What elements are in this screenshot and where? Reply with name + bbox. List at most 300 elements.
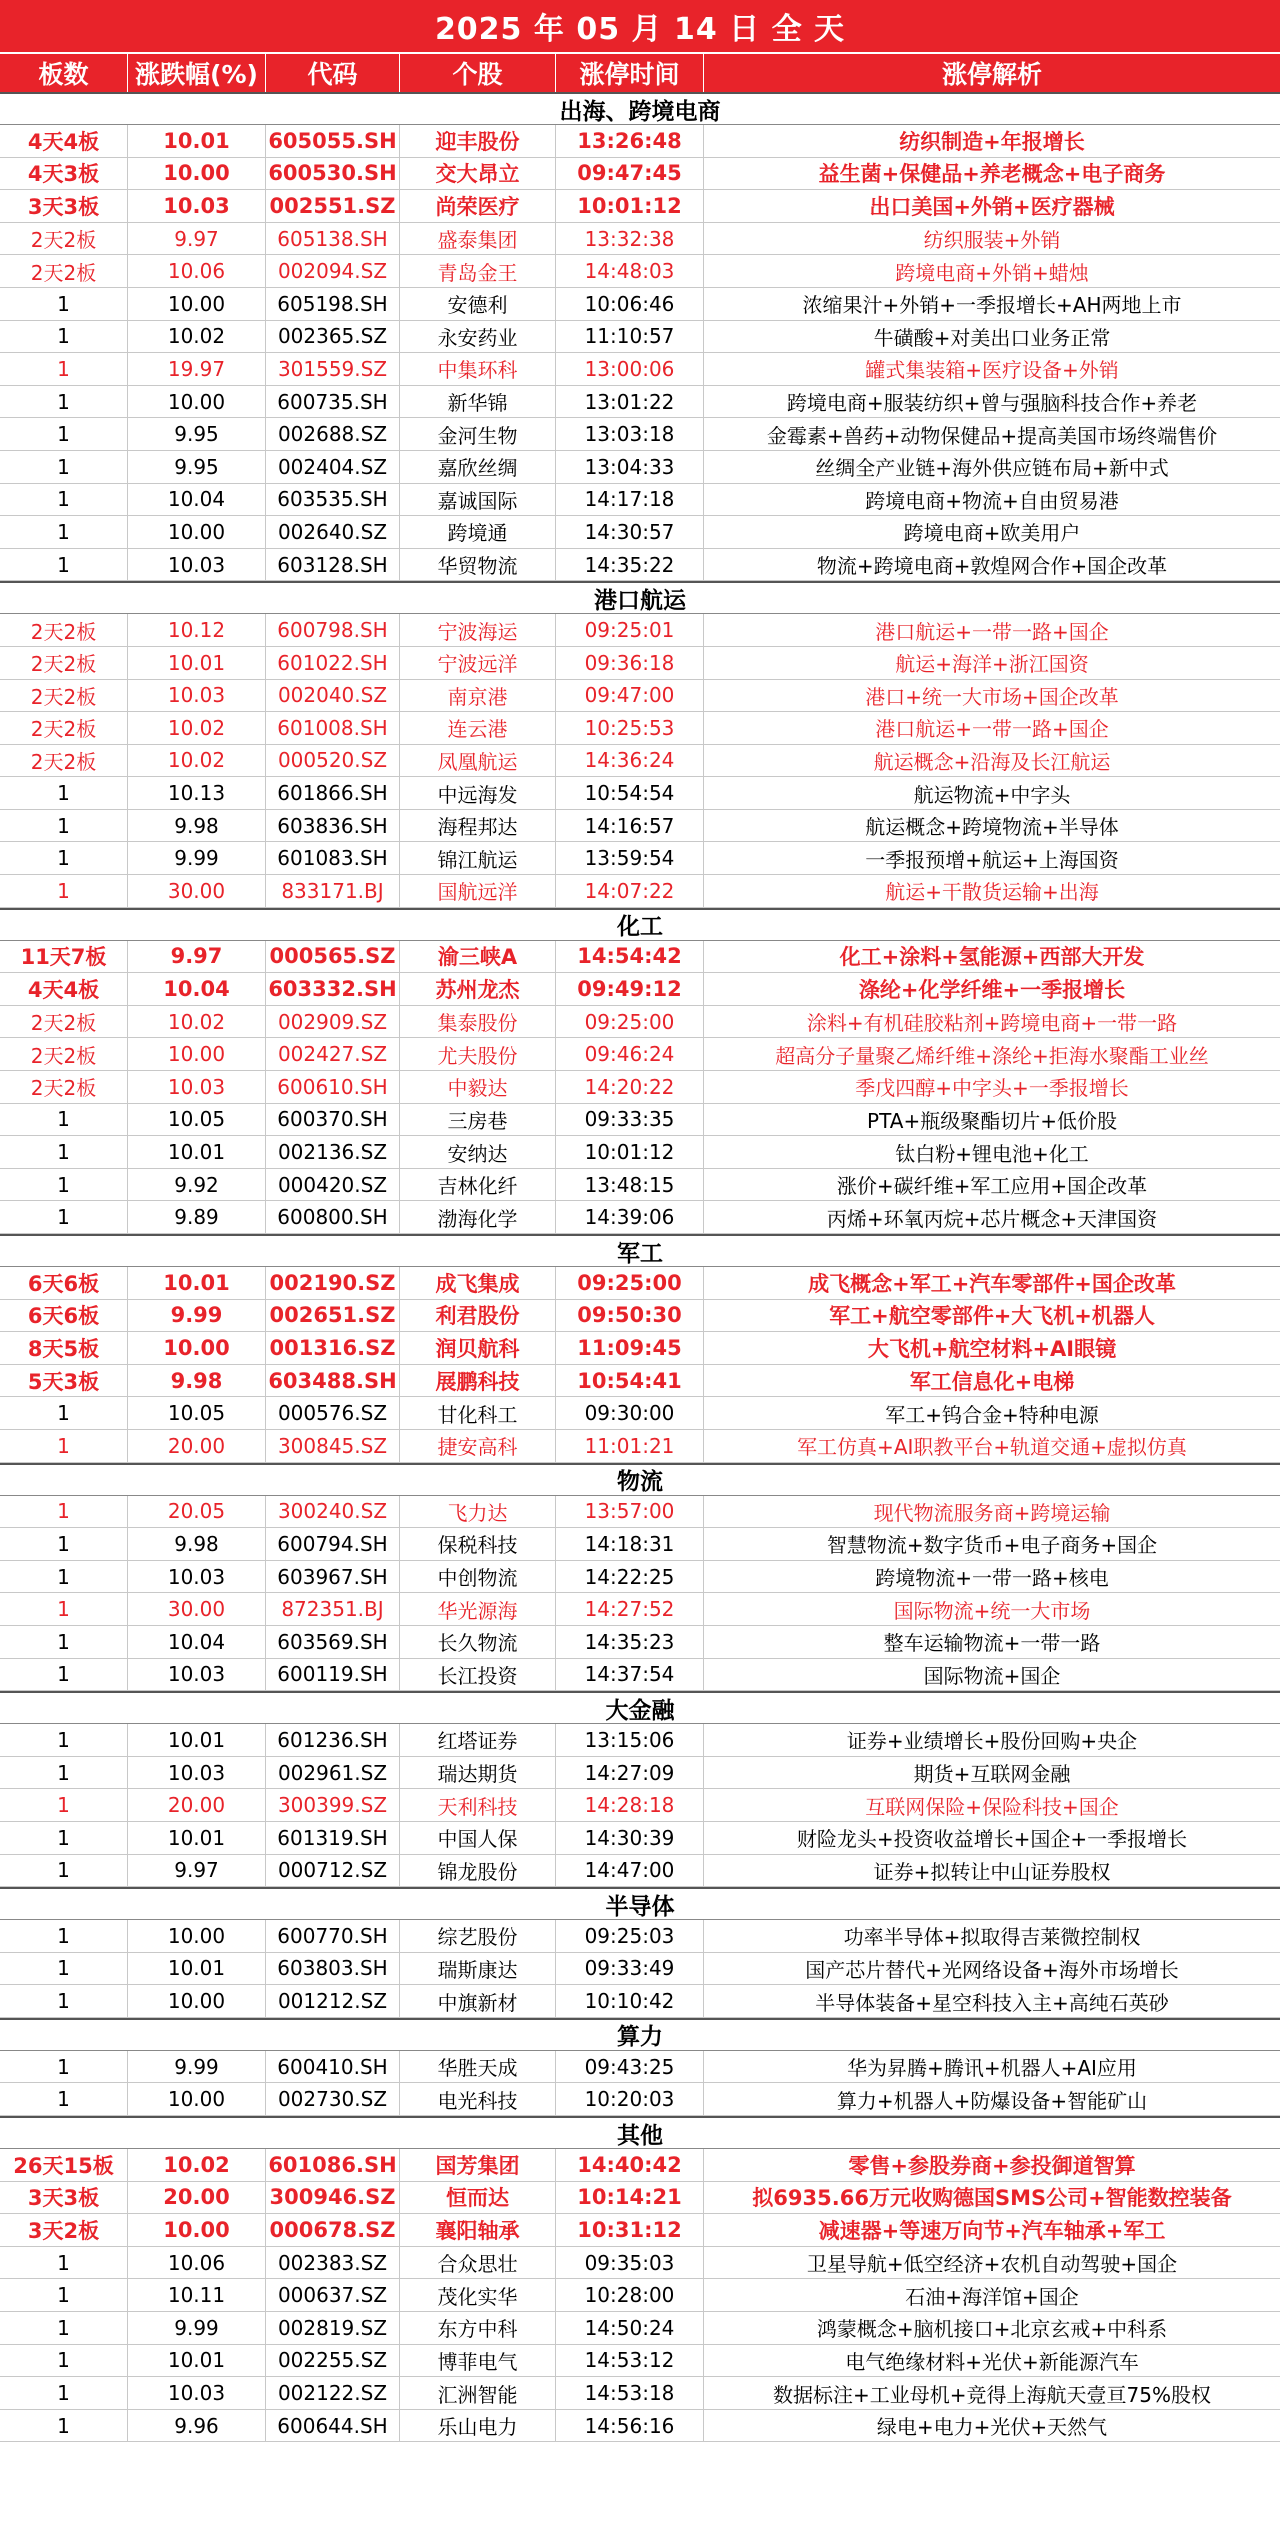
stock-code-cell: 600530.SH	[266, 158, 400, 190]
stock-name-cell: 保税科技	[400, 1528, 556, 1560]
table-row	[0, 386, 1280, 419]
board-count-cell: 1	[0, 451, 128, 483]
stock-code-cell: 000678.SZ	[266, 2214, 400, 2246]
table-row	[0, 2083, 1280, 2116]
stock-code-cell: 833171.BJ	[266, 875, 400, 907]
table-row	[0, 125, 1280, 158]
analysis-cell: 期货+互联网金融	[913, 1762, 1071, 1787]
change-pct-cell: 9.99	[128, 2312, 266, 2344]
table-row	[0, 745, 1280, 778]
stock-name-cell: 展鹏科技	[400, 1365, 556, 1397]
limit-time-cell: 09:47:00	[556, 680, 704, 712]
table-row	[0, 288, 1280, 321]
stock-code-cell: 601866.SH	[266, 777, 400, 809]
table-row	[0, 1822, 1280, 1855]
table-row	[0, 875, 1280, 908]
analysis-cell: 港口航运+一带一路+国企	[875, 619, 1109, 644]
stock-code-cell: 002365.SZ	[266, 321, 400, 353]
analysis-cell: 半导体装备+星空科技入主+高纯石英砂	[815, 1990, 1169, 2015]
limit-time-cell: 14:54:42	[556, 941, 704, 973]
analysis-cell: 化工+涂料+氢能源+西部大开发	[839, 945, 1145, 970]
limit-time-cell: 14:30:39	[556, 1822, 704, 1854]
stock-name-cell: 锦江航运	[400, 842, 556, 874]
limit-time-cell: 10:25:53	[556, 712, 704, 744]
limit-time-cell: 14:48:03	[556, 255, 704, 287]
change-pct-cell: 10.01	[128, 1136, 266, 1168]
stock-code-cell: 600770.SH	[266, 1920, 400, 1952]
col-header-analysis: 涨停解析	[941, 60, 1042, 89]
limit-time-cell: 13:48:15	[556, 1169, 704, 1201]
stock-code-cell: 002640.SZ	[266, 516, 400, 548]
change-pct-cell: 10.01	[128, 1953, 266, 1985]
analysis-cell: 国际物流+国企	[923, 1663, 1061, 1688]
analysis-cell: 电气绝缘材料+光伏+新能源汽车	[845, 2349, 1139, 2374]
board-count-cell: 1	[0, 1985, 128, 2017]
stock-name-cell: 博菲电气	[400, 2345, 556, 2377]
table-row	[0, 973, 1280, 1006]
board-count-cell: 1	[0, 353, 128, 385]
limit-time-cell: 10:14:21	[556, 2182, 704, 2214]
stock-code-cell: 002136.SZ	[266, 1136, 400, 1168]
board-count-cell: 1	[0, 875, 128, 907]
limit-time-cell: 14:27:52	[556, 1593, 704, 1625]
change-pct-cell: 10.00	[128, 1920, 266, 1952]
stock-code-cell: 603332.SH	[266, 973, 400, 1005]
stock-name-cell: 尚荣医疗	[400, 190, 556, 222]
limit-time-cell: 14:35:23	[556, 1626, 704, 1658]
stock-name-cell: 渝三峡A	[400, 941, 556, 973]
analysis-cell: 军工仿真+AI职教平台+轨道交通+虚拟仿真	[797, 1435, 1187, 1460]
limit-time-cell: 14:35:22	[556, 549, 704, 581]
stock-code-cell: 601086.SH	[266, 2149, 400, 2181]
change-pct-cell: 10.01	[128, 2345, 266, 2377]
analysis-cell: 智慧物流+数字货币+电子商务+国企	[826, 1533, 1158, 1558]
change-pct-cell: 10.04	[128, 484, 266, 516]
col-header-code: 代码	[266, 54, 400, 92]
limit-time-cell: 09:25:01	[556, 614, 704, 646]
board-count-cell: 11天7板	[0, 941, 128, 973]
analysis-cell: 互联网保险+保险科技+国企	[865, 1794, 1119, 1819]
change-pct-cell: 10.00	[128, 288, 266, 320]
analysis-cell: 零售+参股券商+参投御道智算	[848, 2153, 1136, 2178]
stock-code-cell: 603967.SH	[266, 1561, 400, 1593]
board-count-cell: 1	[0, 484, 128, 516]
change-pct-cell: 10.00	[128, 2083, 266, 2115]
change-pct-cell: 10.06	[128, 2247, 266, 2279]
stock-name-cell: 合众思壮	[400, 2247, 556, 2279]
board-count-cell: 1	[0, 842, 128, 874]
board-count-cell: 1	[0, 2312, 128, 2344]
stock-code-cell: 600800.SH	[266, 1201, 400, 1233]
stock-code-cell: 301559.SZ	[266, 353, 400, 385]
limit-time-cell: 10:31:12	[556, 2214, 704, 2246]
change-pct-cell: 10.04	[128, 973, 266, 1005]
stock-code-cell: 300845.SZ	[266, 1430, 400, 1462]
stock-code-cell: 002961.SZ	[266, 1757, 400, 1789]
stock-code-cell: 002819.SZ	[266, 2312, 400, 2344]
change-pct-cell: 10.01	[128, 1822, 266, 1854]
board-count-cell: 1	[0, 1855, 128, 1887]
stock-code-cell: 600644.SH	[266, 2410, 400, 2442]
limit-time-cell: 09:49:12	[556, 973, 704, 1005]
stock-name-cell: 综艺股份	[400, 1920, 556, 1952]
board-count-cell: 2天2板	[0, 223, 128, 255]
limit-time-cell: 09:46:24	[556, 1038, 704, 1070]
analysis-cell: 金霉素+兽药+动物保健品+提高美国市场终端售价	[766, 423, 1218, 448]
board-count-cell: 1	[0, 2345, 128, 2377]
limit-time-cell: 14:16:57	[556, 810, 704, 842]
change-pct-cell: 9.96	[128, 2410, 266, 2442]
analysis-cell: 军工+钨合金+特种电源	[885, 1402, 1099, 1427]
analysis-cell: 牛磺酸+对美出口业务正常	[873, 325, 1111, 350]
board-count-cell: 1	[0, 1626, 128, 1658]
stock-code-cell: 002551.SZ	[266, 190, 400, 222]
analysis-cell: 减速器+等速万向节+汽车轴承+军工	[818, 2219, 1166, 2244]
table-row	[0, 1920, 1280, 1953]
board-count-cell: 1	[0, 1528, 128, 1560]
analysis-cell: 季戊四醇+中字头+一季报增长	[855, 1076, 1129, 1101]
board-count-cell: 1	[0, 777, 128, 809]
board-count-cell: 2天2板	[0, 680, 128, 712]
board-count-cell: 1	[0, 386, 128, 418]
change-pct-cell: 10.03	[128, 2377, 266, 2409]
stock-code-cell: 605198.SH	[266, 288, 400, 320]
table-row	[0, 158, 1280, 191]
change-pct-cell: 10.01	[128, 1724, 266, 1756]
stock-name-cell: 成飞集成	[400, 1267, 556, 1299]
stock-code-cell: 002651.SZ	[266, 1300, 400, 1332]
stock-code-cell: 600410.SH	[266, 2051, 400, 2083]
change-pct-cell: 10.13	[128, 777, 266, 809]
board-count-cell: 4天3板	[0, 158, 128, 190]
col-header-boards: 板数	[0, 54, 128, 92]
limit-time-cell: 13:01:22	[556, 386, 704, 418]
change-pct-cell: 9.89	[128, 1201, 266, 1233]
table-row	[0, 1397, 1280, 1430]
limit-time-cell: 09:25:00	[556, 1006, 704, 1038]
analysis-cell: 财险龙头+投资收益增长+国企+一季报增长	[796, 1827, 1188, 1852]
stock-code-cell: 601083.SH	[266, 842, 400, 874]
board-count-cell: 3天3板	[0, 2182, 128, 2214]
change-pct-cell: 10.02	[128, 712, 266, 744]
limit-time-cell: 09:33:49	[556, 1953, 704, 1985]
table-row	[0, 1757, 1280, 1790]
analysis-cell: 纺织服装+外销	[923, 228, 1061, 253]
col-header-stock: 个股	[400, 54, 556, 92]
change-pct-cell: 10.03	[128, 1757, 266, 1789]
analysis-cell: 钛白粉+锂电池+化工	[895, 1141, 1089, 1166]
board-count-cell: 1	[0, 2247, 128, 2279]
stock-code-cell: 300240.SZ	[266, 1496, 400, 1528]
board-count-cell: 1	[0, 1953, 128, 1985]
change-pct-cell: 10.02	[128, 321, 266, 353]
table-row	[0, 712, 1280, 745]
limit-time-cell: 13:59:54	[556, 842, 704, 874]
stock-name-cell: 东方中科	[400, 2312, 556, 2344]
section-header: 半导体	[0, 1887, 1280, 1920]
board-count-cell: 2天2板	[0, 1006, 128, 1038]
board-count-cell: 2天2板	[0, 255, 128, 287]
board-count-cell: 6天6板	[0, 1267, 128, 1299]
table-row	[0, 1267, 1280, 1300]
analysis-cell: 算力+机器人+防爆设备+智能矿山	[836, 2088, 1148, 2113]
table-row	[0, 1169, 1280, 1202]
stock-code-cell: 002190.SZ	[266, 1267, 400, 1299]
analysis-cell: 港口航运+一带一路+国企	[875, 717, 1109, 742]
change-pct-cell: 10.03	[128, 1071, 266, 1103]
limit-time-cell: 10:54:41	[556, 1365, 704, 1397]
limit-time-cell: 10:10:42	[556, 1985, 704, 2017]
stock-name-cell: 茂化实华	[400, 2279, 556, 2311]
analysis-cell: 军工+航空零部件+大飞机+机器人	[829, 1304, 1155, 1329]
stock-name-cell: 中旗新材	[400, 1985, 556, 2017]
limit-time-cell: 14:30:57	[556, 516, 704, 548]
stock-name-cell: 永安药业	[400, 321, 556, 353]
limit-time-cell: 09:33:35	[556, 1104, 704, 1136]
table-row	[0, 353, 1280, 386]
limit-time-cell: 14:36:24	[556, 745, 704, 777]
change-pct-cell: 9.98	[128, 1528, 266, 1560]
change-pct-cell: 10.00	[128, 386, 266, 418]
stock-name-cell: 瑞达期货	[400, 1757, 556, 1789]
board-count-cell: 6天6板	[0, 1300, 128, 1332]
table-row	[0, 2051, 1280, 2084]
stock-name-cell: 渤海化学	[400, 1201, 556, 1233]
change-pct-cell: 10.03	[128, 549, 266, 581]
table-row	[0, 1724, 1280, 1757]
change-pct-cell: 10.04	[128, 1626, 266, 1658]
stock-code-cell: 603128.SH	[266, 549, 400, 581]
limit-time-cell: 14:47:00	[556, 1855, 704, 1887]
limit-time-cell: 10:01:12	[556, 190, 704, 222]
stock-code-cell: 002909.SZ	[266, 1006, 400, 1038]
limit-time-cell: 11:01:21	[556, 1430, 704, 1462]
change-pct-cell: 10.05	[128, 1397, 266, 1429]
stock-name-cell: 中集环科	[400, 353, 556, 385]
board-count-cell: 4天4板	[0, 973, 128, 1005]
stock-name-cell: 苏州龙杰	[400, 973, 556, 1005]
stock-name-cell: 盛泰集团	[400, 223, 556, 255]
stock-name-cell: 华光源海	[400, 1593, 556, 1625]
stock-name-cell: 宁波海运	[400, 614, 556, 646]
stock-name-cell: 乐山电力	[400, 2410, 556, 2442]
analysis-cell: 航运概念+跨境物流+半导体	[865, 815, 1119, 840]
limit-time-cell: 09:47:45	[556, 158, 704, 190]
analysis-cell: 证券+拟转让中山证券股权	[873, 1859, 1111, 1884]
limit-time-cell: 09:35:03	[556, 2247, 704, 2279]
board-count-cell: 2天2板	[0, 614, 128, 646]
analysis-cell: 鸿蒙概念+脑机接口+北京玄戒+中科系	[816, 2317, 1168, 2342]
analysis-cell: 跨境电商+物流+自由贸易港	[865, 488, 1119, 513]
limit-time-cell: 11:09:45	[556, 1332, 704, 1364]
analysis-cell: 航运物流+中字头	[913, 782, 1071, 807]
board-count-cell: 4天4板	[0, 125, 128, 157]
stock-code-cell: 002404.SZ	[266, 451, 400, 483]
analysis-cell: 整车运输物流+一带一路	[883, 1631, 1101, 1656]
table-row	[0, 190, 1280, 223]
table-row	[0, 1985, 1280, 2018]
limit-time-cell: 09:25:00	[556, 1267, 704, 1299]
limit-time-cell: 14:28:18	[556, 1789, 704, 1821]
table-row	[0, 1528, 1280, 1561]
stock-name-cell: 跨境通	[400, 516, 556, 548]
stock-code-cell: 603535.SH	[266, 484, 400, 516]
board-count-cell: 26天15板	[0, 2149, 128, 2181]
analysis-cell: 卫星导航+低空经济+农机自动驾驶+国企	[806, 2252, 1178, 2277]
analysis-cell: 跨境电商+服装纺织+曾与强脑科技合作+养老	[786, 391, 1198, 416]
table-row	[0, 1136, 1280, 1169]
board-count-cell: 1	[0, 1169, 128, 1201]
change-pct-cell: 10.03	[128, 1659, 266, 1691]
col-header-change: 涨跌幅(%)	[128, 54, 266, 92]
stock-code-cell: 001212.SZ	[266, 1985, 400, 2017]
board-count-cell: 1	[0, 1920, 128, 1952]
board-count-cell: 1	[0, 1757, 128, 1789]
limit-time-cell: 13:57:00	[556, 1496, 704, 1528]
change-pct-cell: 10.00	[128, 516, 266, 548]
change-pct-cell: 10.00	[128, 1038, 266, 1070]
change-pct-cell: 10.03	[128, 680, 266, 712]
table-row	[0, 1038, 1280, 1071]
stock-code-cell: 600119.SH	[266, 1659, 400, 1691]
col-header-time: 涨停时间	[556, 54, 704, 92]
table-row	[0, 1855, 1280, 1888]
table-row	[0, 1006, 1280, 1039]
stock-code-cell: 600735.SH	[266, 386, 400, 418]
table-row	[0, 1300, 1280, 1333]
change-pct-cell: 30.00	[128, 1593, 266, 1625]
board-count-cell: 1	[0, 1104, 128, 1136]
analysis-cell: 浓缩果汁+外销+一季报增长+AH两地上市	[802, 293, 1182, 318]
stock-code-cell: 000420.SZ	[266, 1169, 400, 1201]
stock-code-cell: 000520.SZ	[266, 745, 400, 777]
limit-time-cell: 13:26:48	[556, 125, 704, 157]
analysis-cell: 成飞概念+军工+汽车零部件+国企改革	[808, 1271, 1176, 1296]
limit-time-cell: 14:27:09	[556, 1757, 704, 1789]
change-pct-cell: 9.95	[128, 451, 266, 483]
stock-name-cell: 利君股份	[400, 1300, 556, 1332]
limit-time-cell: 10:06:46	[556, 288, 704, 320]
table-row	[0, 810, 1280, 843]
table-row	[0, 1561, 1280, 1594]
analysis-cell: 跨境物流+一带一路+核电	[875, 1566, 1109, 1591]
analysis-cell: 华为昇腾+腾讯+机器人+AI应用	[847, 2056, 1137, 2081]
stock-name-cell: 长江投资	[400, 1659, 556, 1691]
table-row	[0, 255, 1280, 288]
stock-name-cell: 长久物流	[400, 1626, 556, 1658]
stock-code-cell: 002094.SZ	[266, 255, 400, 287]
limit-time-cell: 14:56:16	[556, 2410, 704, 2442]
stock-name-cell: 天利科技	[400, 1789, 556, 1821]
table-row	[0, 1365, 1280, 1398]
limit-time-cell: 14:17:18	[556, 484, 704, 516]
analysis-cell: 港口+统一大市场+国企改革	[865, 684, 1119, 709]
change-pct-cell: 9.99	[128, 2051, 266, 2083]
limit-time-cell: 14:53:12	[556, 2345, 704, 2377]
stock-code-cell: 002255.SZ	[266, 2345, 400, 2377]
table-row	[0, 516, 1280, 549]
change-pct-cell: 9.97	[128, 1855, 266, 1887]
limit-time-cell: 09:50:30	[556, 1300, 704, 1332]
stock-name-cell: 电光科技	[400, 2083, 556, 2115]
board-count-cell: 1	[0, 2279, 128, 2311]
analysis-cell: 证券+业绩增长+股份回购+央企	[846, 1729, 1138, 1754]
limit-time-cell: 13:15:06	[556, 1724, 704, 1756]
analysis-cell: 跨境电商+外销+蜡烛	[895, 260, 1089, 285]
table-row	[0, 549, 1280, 582]
board-count-cell: 1	[0, 2377, 128, 2409]
change-pct-cell: 9.97	[128, 941, 266, 973]
stock-name-cell: 新华锦	[400, 386, 556, 418]
limit-time-cell: 13:03:18	[556, 418, 704, 450]
limit-time-cell: 14:50:24	[556, 2312, 704, 2344]
table-row	[0, 842, 1280, 875]
stock-name-cell: 润贝航科	[400, 1332, 556, 1364]
analysis-cell: 出口美国+外销+医疗器械	[869, 194, 1115, 219]
table-row	[0, 614, 1280, 647]
analysis-cell: 航运+干散货运输+出海	[885, 880, 1099, 905]
board-count-cell: 1	[0, 1561, 128, 1593]
limit-time-cell: 14:37:54	[556, 1659, 704, 1691]
analysis-cell: PTA+瓶级聚酯切片+低价股	[867, 1108, 1117, 1133]
change-pct-cell: 9.92	[128, 1169, 266, 1201]
analysis-cell: 益生菌+保健品+养老概念+电子商务	[818, 162, 1166, 187]
analysis-cell: 罐式集装箱+医疗设备+外销	[865, 358, 1119, 383]
stock-name-cell: 海程邦达	[400, 810, 556, 842]
table-row	[0, 2247, 1280, 2280]
change-pct-cell: 10.01	[128, 125, 266, 157]
board-count-cell: 1	[0, 810, 128, 842]
board-count-cell: 1	[0, 1724, 128, 1756]
change-pct-cell: 10.00	[128, 158, 266, 190]
change-pct-cell: 9.99	[128, 842, 266, 874]
page-title: 2025 年 05 月 14 日 全 天	[0, 0, 1280, 54]
change-pct-cell: 10.00	[128, 2214, 266, 2246]
stock-name-cell: 吉林化纤	[400, 1169, 556, 1201]
change-pct-cell: 10.00	[128, 1985, 266, 2017]
limit-time-cell: 13:04:33	[556, 451, 704, 483]
stock-name-cell: 凤凰航运	[400, 745, 556, 777]
stock-name-cell: 恒而达	[400, 2182, 556, 2214]
table-row	[0, 2182, 1280, 2215]
stock-code-cell: 300946.SZ	[266, 2182, 400, 2214]
stock-code-cell: 002427.SZ	[266, 1038, 400, 1070]
change-pct-cell: 10.05	[128, 1104, 266, 1136]
change-pct-cell: 10.03	[128, 190, 266, 222]
stock-name-cell: 嘉欣丝绸	[400, 451, 556, 483]
board-count-cell: 1	[0, 1789, 128, 1821]
stock-name-cell: 连云港	[400, 712, 556, 744]
table-row	[0, 2410, 1280, 2443]
stock-code-cell: 002383.SZ	[266, 2247, 400, 2279]
table-row	[0, 451, 1280, 484]
analysis-cell: 航运+海洋+浙江国资	[895, 652, 1089, 677]
limit-time-cell: 10:28:00	[556, 2279, 704, 2311]
change-pct-cell: 30.00	[128, 875, 266, 907]
table-row	[0, 1430, 1280, 1463]
change-pct-cell: 10.02	[128, 745, 266, 777]
stock-code-cell: 605138.SH	[266, 223, 400, 255]
board-count-cell: 5天3板	[0, 1365, 128, 1397]
stock-name-cell: 中国人保	[400, 1822, 556, 1854]
stock-code-cell: 300399.SZ	[266, 1789, 400, 1821]
stock-code-cell: 600370.SH	[266, 1104, 400, 1136]
table-row	[0, 1201, 1280, 1234]
analysis-cell: 军工信息化+电梯	[909, 1369, 1075, 1394]
stock-name-cell: 国航远洋	[400, 875, 556, 907]
stock-code-cell: 600794.SH	[266, 1528, 400, 1560]
stock-name-cell: 三房巷	[400, 1104, 556, 1136]
